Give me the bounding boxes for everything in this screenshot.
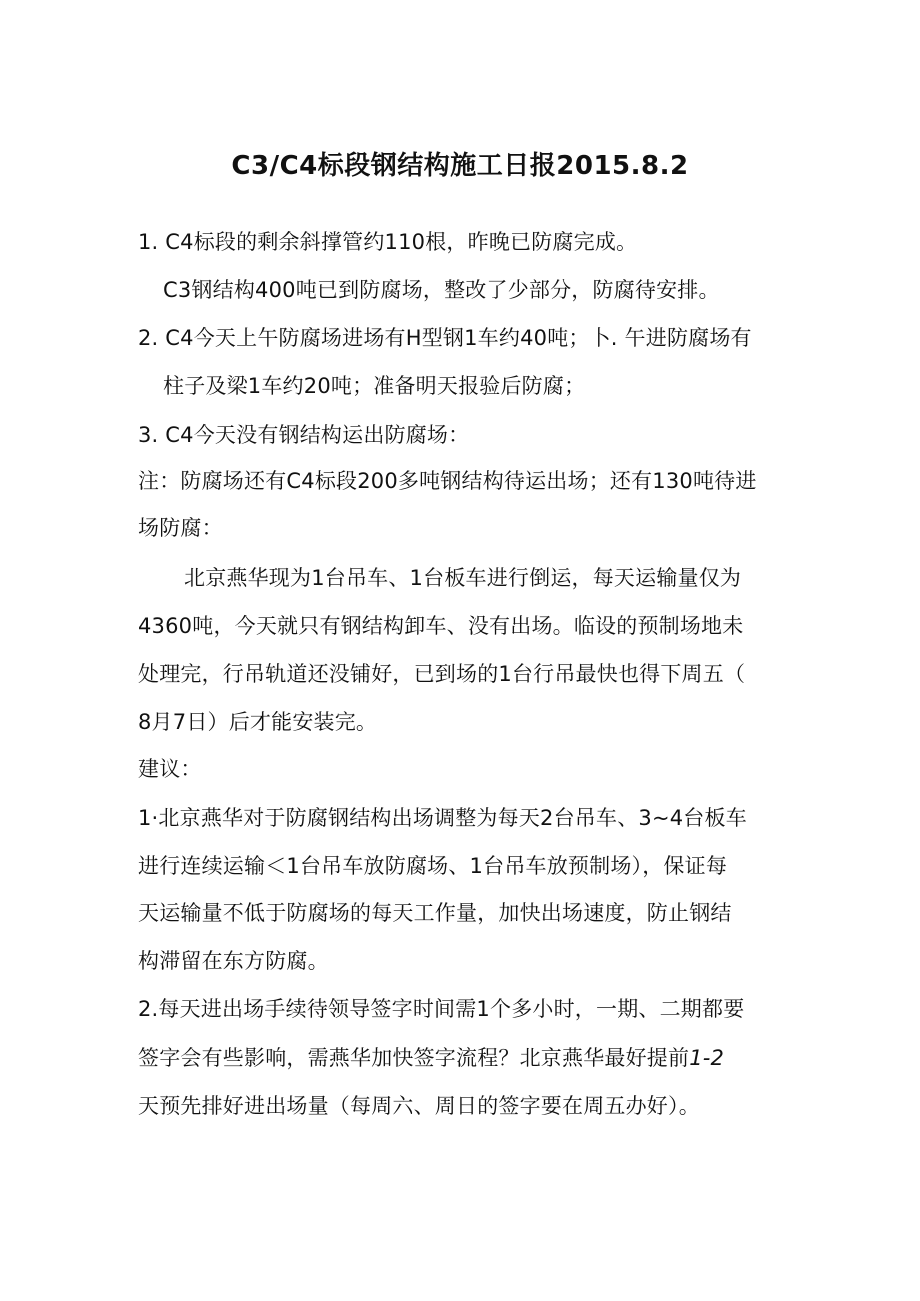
paragraph-line: 柱子及梁1车约20吨；准备明天报验后防腐； [163,374,586,398]
document-title: C3/C4标段钢结构施工日报2015.8.2 [231,151,689,181]
suggestion-line [138,1043,724,1073]
paragraph-line: 处理完，行吊轨道还没铺好，已到场的1台行吊最快也得下周五（ [138,662,746,686]
suggestion-line: 进行连续运输＜1台吊车放防腐场、1台吊车放预制场），保证每 [138,854,728,878]
paragraph-line: 北京燕华现为1台吊车、1台板车进行倒运，每天运输量仅为 [184,566,742,590]
suggestion-text: 签字会有些影响，需燕华加快签字流程？北京燕华最好提前 [138,1046,690,1070]
suggestion-line: 2.每天进出场手续待领导签字时间需1个多小时，一期、二期都要 [138,997,745,1021]
suggestion-line: 天预先排好进出场量（每周六、周日的签字要在周五办好）。 [138,1094,700,1118]
suggestion-line: 1·北京燕华对于防腐钢结构出场调整为每天2台吊车、3~4台板车 [138,806,747,830]
paragraph-line: 2. C4今天上午防腐场进场有H型钢1车约40吨；卜. 午进防腐场有 [138,326,752,350]
paragraph-line: 3. C4今天没有钢结构运出防腐场： [138,423,470,447]
note-line: 注：防腐场还有C4标段200多吨钢结构待运出场；还有130吨待进 [138,469,757,493]
suggestion-line: 天运输量不低于防腐场的每天工作量，加快出场速度，防止钢结 [138,901,732,925]
paragraph-line: 8月7日）后才能安装完。 [138,710,378,734]
section-heading: 建议： [138,757,202,781]
paragraph-line: C3钢结构400吨已到防腐场，整改了少部分，防腐待安排。 [163,278,720,302]
paragraph-line: 4360吨，今天就只有钢结构卸车、没有出场。临设的预制场地未 [138,614,744,638]
paragraph-line: 1. C4标段的剩余斜撑管约110根，昨晚已防腐完成。 [138,230,638,254]
day-range-text: 1-2 [689,1046,725,1070]
note-line: 场防腐： [138,516,223,540]
suggestion-line: 构滞留在东方防腐。 [138,949,329,973]
